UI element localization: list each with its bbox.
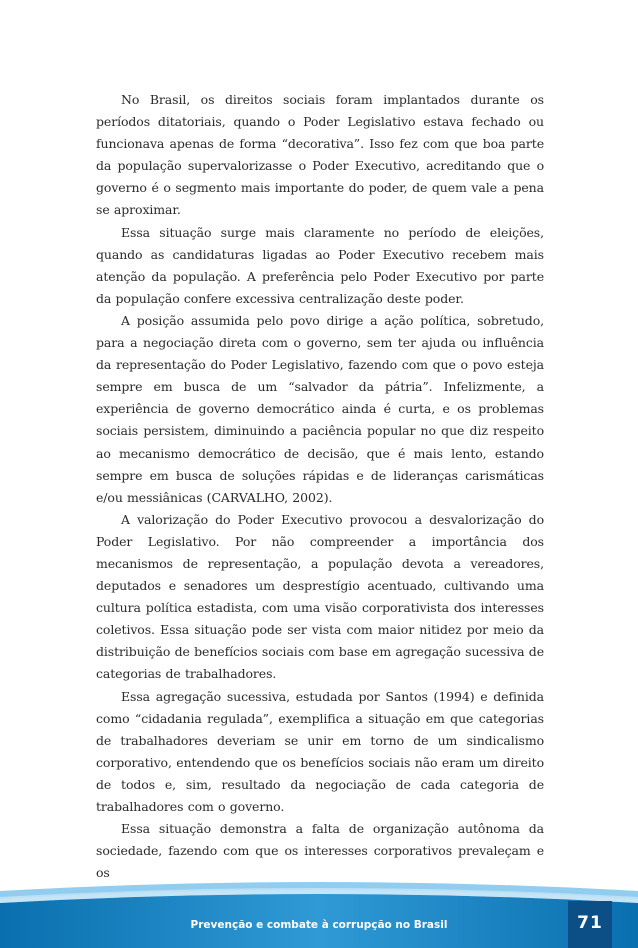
paragraph: Essa situação surge mais claramente no período de eleições, quando as candidaturas ligadas ao Poder Executivo recebem mais atenção da população. A preferência pelo Poder Executivo por parte da população confere excessiva centralização deste poder. — [96, 224, 544, 306]
body-text — [96, 89, 544, 884]
paragraph: A posição assumida pelo povo dirige a ação política, sobretudo, para a negociação direta com o governo, sem ter ajuda ou influência da representação do Poder Legislativo, fazendo com que o povo esteja sempre em busca de um “salvador da pátria”. Infelizmente, a experiência de governo democrático ainda é curta, e os problemas sociais persistem, diminuindo a paciência popular no que diz respeito ao mecanismo democrático de decisão, que é mais lento, estando sempre em busca de soluções rápidas e de lideranças carismáticas e/ou messiânicas (CARVALHO, 2002). — [96, 312, 544, 505]
paragraph: Essa situação demonstra a falta de organização autônoma da sociedade, fazendo com que os interesses corporativos prevaleçam e os — [96, 821, 544, 881]
footer-band — [0, 877, 638, 948]
footer-title: Prevenção e combate à corrupção no Brasil — [190, 919, 448, 931]
paragraph: No Brasil, os direitos sociais foram implantados durante os períodos ditatoriais, quando o Poder Legislativo estava fechado ou funcionava apenas de forma “decorativa”. Isso fez com que boa parte da população supervalorizasse o Poder Executivo, acreditando que o governo é o segmento mais importante do poder, de quem vale a pena se aproximar. — [96, 92, 544, 218]
paragraph: Essa agregação sucessiva, estudada por Santos (1994) e definida como “cidadania regulada”, exemplifica a situação em que categorias de trabalhadores deveriam se unir em torno de um sindicalismo corporativo, entendendo que os benefícios sociais não eram um direito de todos e, sim, resultado da negociação de cada categoria de trabalhadores com o governo. — [96, 688, 544, 814]
page-number: 71 — [577, 913, 603, 933]
paragraph: A valorização do Poder Executivo provocou a desvalorização do Poder Legislativo. Por não compreender a importância dos mecanismos de representação, a população devota a vereadores, deputados e senadores um desprestígio acentuado, cultivando uma cultura política estadista, com uma visão corporativista dos interesses coletivos. Essa situação pode ser vista com maior nitidez por meio da distribuição de benefícios sociais com base em agregação sucessiva de categorias de trabalhadores. — [96, 511, 544, 682]
page-footer — [0, 877, 638, 948]
